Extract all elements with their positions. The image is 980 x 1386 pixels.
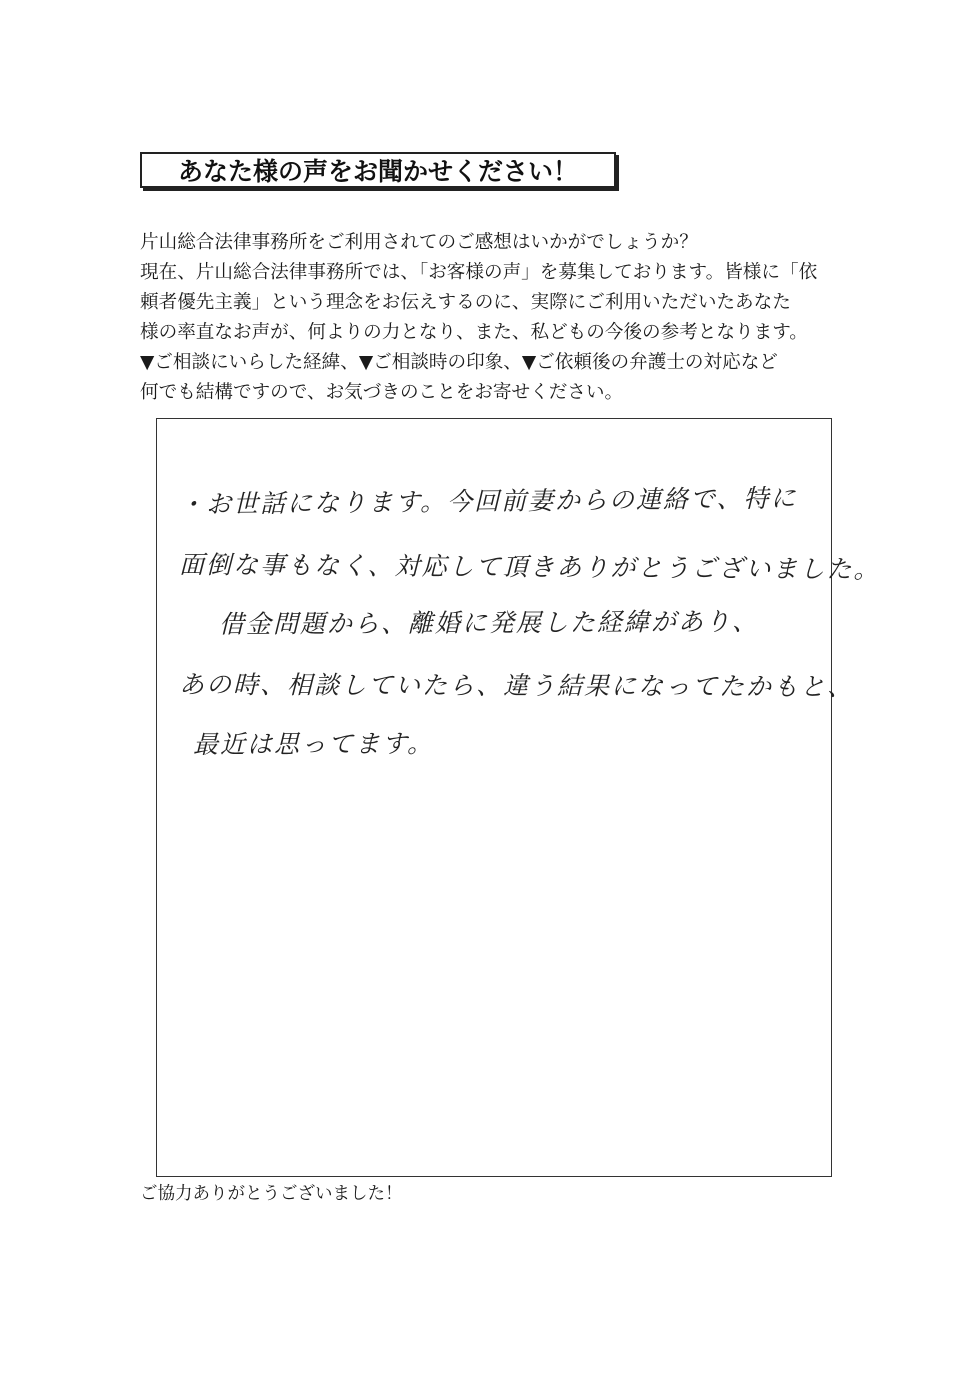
thanks-text: ご協力ありがとうございました！ xyxy=(140,1184,403,1204)
intro-text xyxy=(140,228,860,408)
intro-line: 現在、片山総合法律事務所では、「お客様の声」を募集しております。皆様に「依 xyxy=(140,262,818,283)
intro-line: 何でも結構ですので、お気づきのことをお寄せください。 xyxy=(140,382,624,403)
handwritten-answer xyxy=(178,475,881,775)
answer-line: あの時、相談していたら、違う結果になってたかもと、 xyxy=(178,670,855,702)
answer-line: 最近は思ってます。 xyxy=(192,729,435,759)
answer-line: ・お世話になります。今回前妻からの連絡で、特に xyxy=(178,483,798,519)
answer-box xyxy=(156,418,881,1177)
intro-line: 片山総合法律事務所をご利用されてのご感想はいかがでしょうか？ xyxy=(140,232,698,253)
intro-line: 頼者優先主義」という理念をお伝えするのに、実際にご利用いただいたあなた xyxy=(140,292,791,313)
answer-line: 借金問題から、離婚に発展した経緯があり、 xyxy=(218,606,760,639)
intro-line: 様の率直なお声が、何よりの力となり、また、私どもの今後の参考となります。 xyxy=(140,322,808,343)
page-title: あなた様の声をお聞かせください！ xyxy=(177,157,578,186)
answer-line: 面倒な事もなく、対応して頂きありがとうございました。 xyxy=(178,550,881,584)
title-box xyxy=(140,152,616,188)
intro-line: ▼ご相談にいらした経緯、▼ご相談時の印象、▼ご依頼後の弁護士の対応など xyxy=(140,352,778,373)
